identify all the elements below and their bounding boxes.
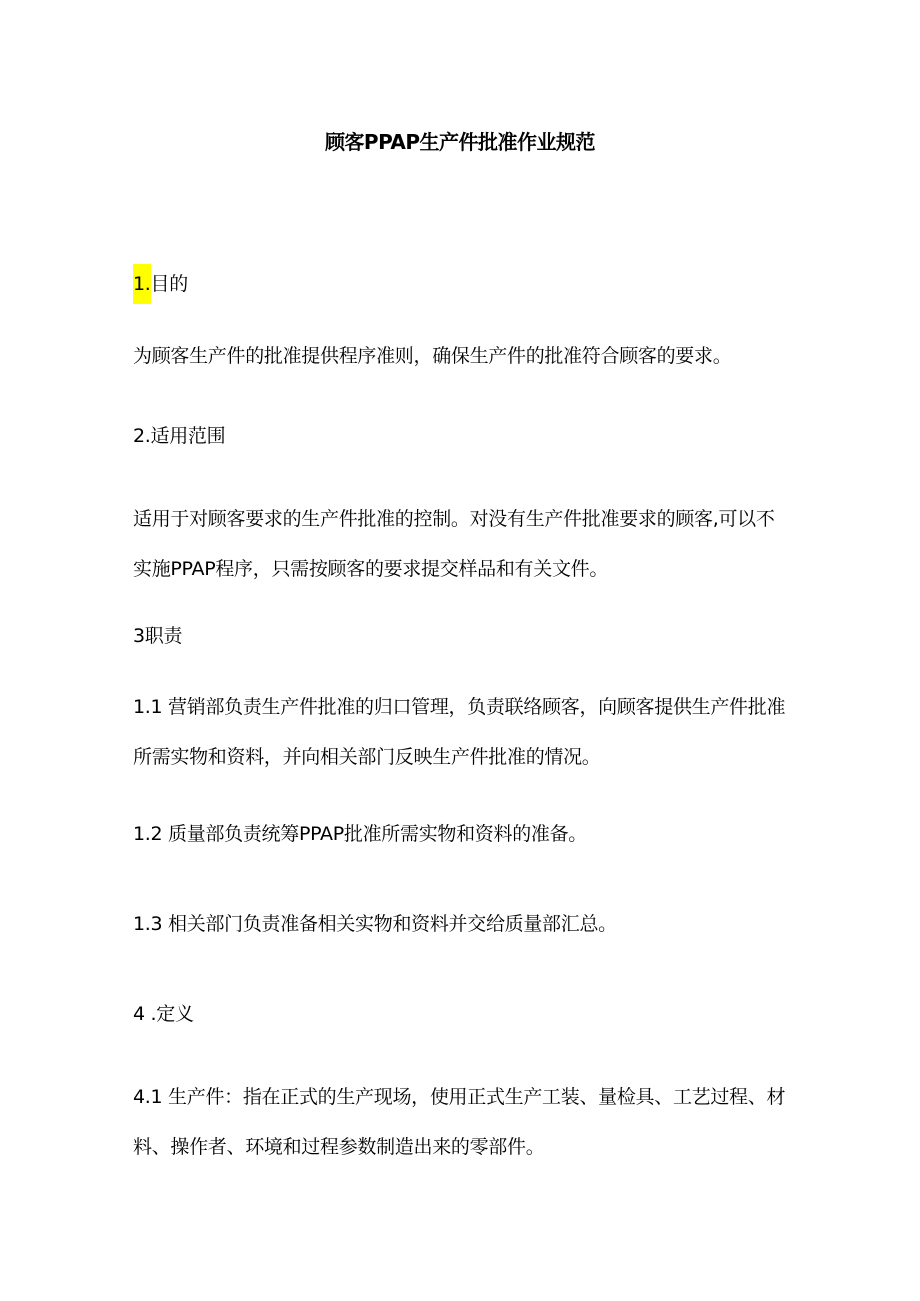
responsibility-1-3: 1.3 相关部门负责准备相关实物和资料并交给质量部汇总。 xyxy=(133,913,617,935)
section-heading-scope: 2.适用范围 xyxy=(133,425,226,447)
document-title: 顾客PPAP生产件批准作业规范 xyxy=(324,130,596,154)
highlighted-number: 1. xyxy=(133,264,151,304)
responsibility-1-2: 1.2 质量部负责统筹PPAP批准所需实物和资料的准备。 xyxy=(133,823,588,845)
heading-text: 目的 xyxy=(150,273,188,295)
section-heading-definitions: 4 .定义 xyxy=(133,1003,194,1025)
section-heading-responsibilities: 3职责 xyxy=(133,625,183,647)
responsibility-1-1: 1.1 营销部负责生产件批准的归口管理，负责联络顾客，向顾客提供生产件批准所需实物和资料，并向相关部门反映生产件批准的情况。 xyxy=(133,696,786,768)
purpose-text: 为顾客生产件的批准提供程序准则，确保生产件的批准符合顾客的要求。 xyxy=(133,345,732,367)
scope-text: 适用于对顾客要求的生产件批准的控制。对没有生产件批准要求的顾客,可以不实施PPAP程序，只需按顾客的要求提交样品和有关文件。 xyxy=(133,508,775,580)
section-heading-purpose xyxy=(133,270,188,298)
definition-4-1: 4.1 生产件：指在正式的生产现场，使用正式生产工装、量检具、工艺过程、材料、操作者、环境和过程参数制造出来的零部件。 xyxy=(133,1086,786,1158)
